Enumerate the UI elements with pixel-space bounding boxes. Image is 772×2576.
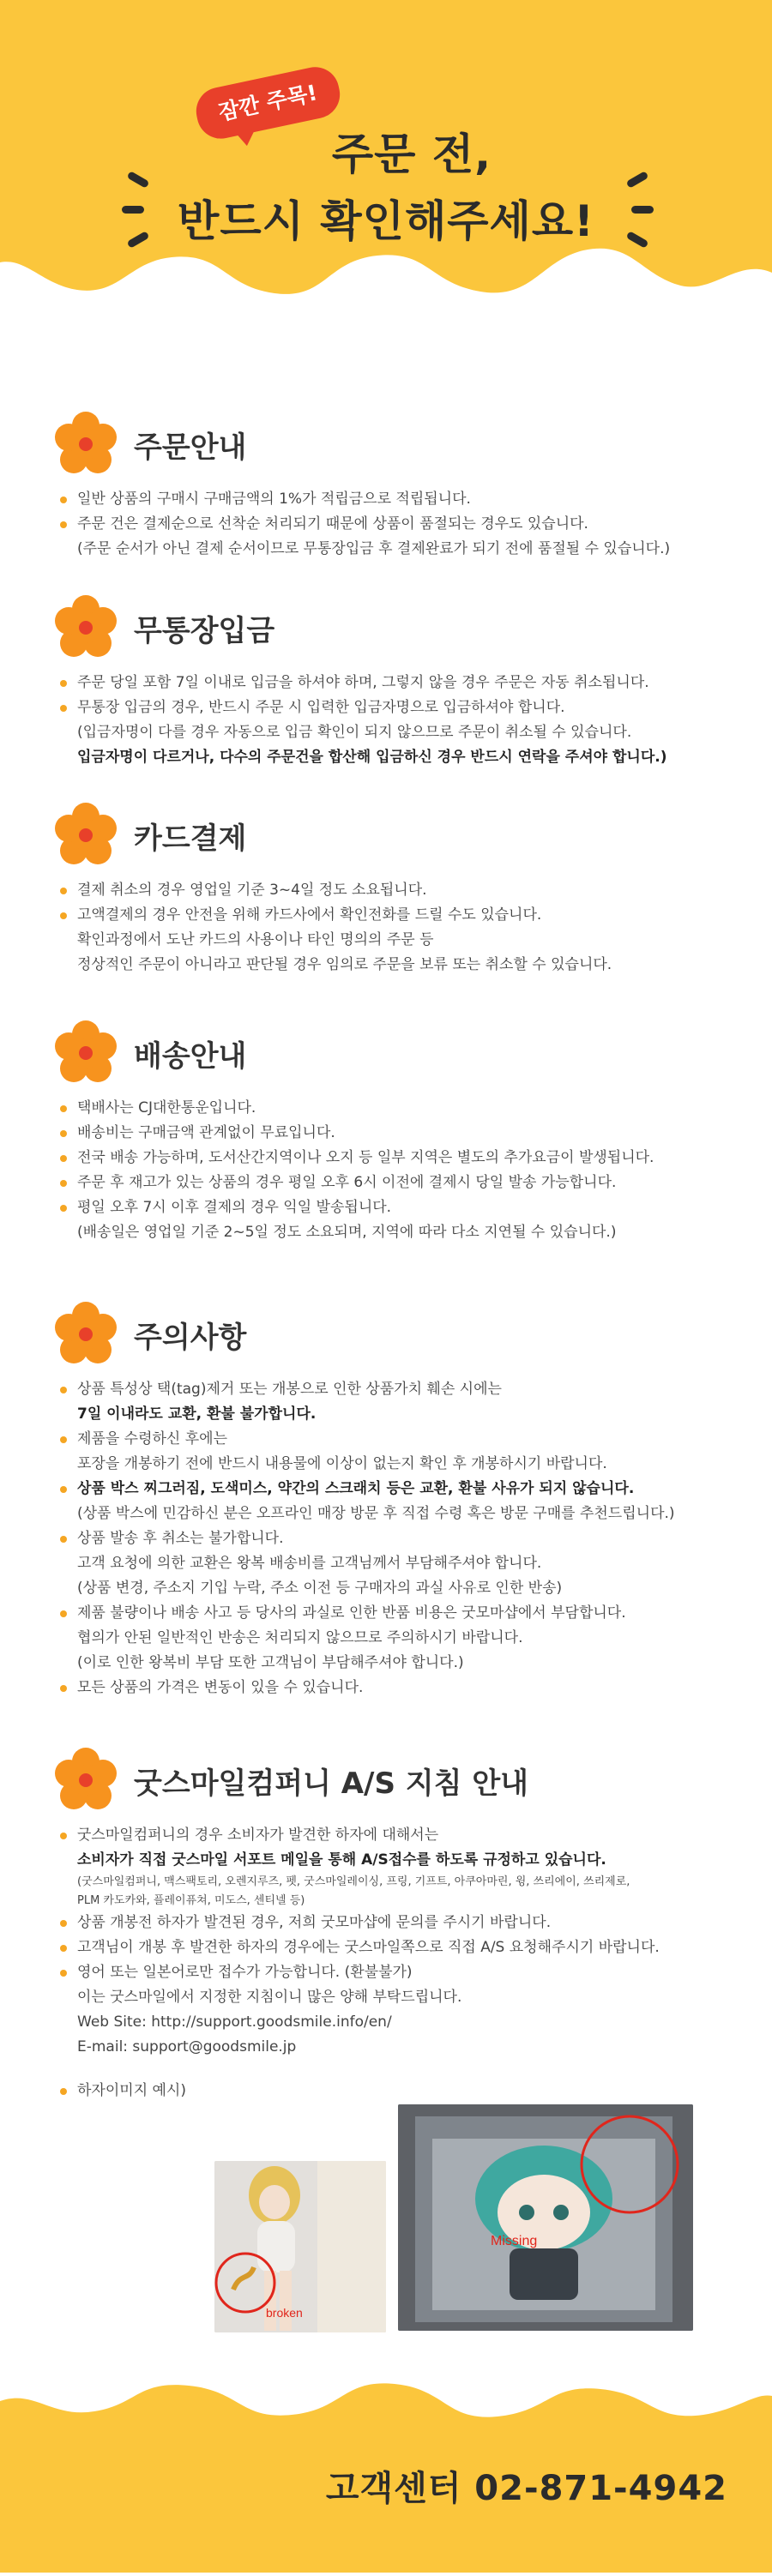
list-item: 이는 굿스마일에서 지정한 지침이니 많은 양해 부탁드립니다. (77, 1989, 462, 2006)
list-item: 7일 이내라도 교환, 환불 불가합니다. (77, 1405, 317, 1423)
list-item: (주문 순서가 아닌 결제 순서이므로 무통장입금 후 결제완료가 되기 전에 품절될 수 있습니다.) (77, 540, 671, 557)
list-item: 모든 상품의 가격은 변동이 있을 수 있습니다. (60, 1676, 738, 1700)
flower-icon (51, 1746, 120, 1815)
list-item: 주문 당일 포함 7일 이내로 입금을 하셔야 하며, 그렇지 않을 경우 주문은 자동 취소됩니다. (60, 671, 738, 695)
hero-banner (0, 0, 772, 326)
list-item: 전국 배송 가능하며, 도서산간지역이나 오지 등 일부 지역은 별도의 추가요금이 발생됩니다. (60, 1146, 738, 1171)
flower-icon (51, 801, 120, 870)
section-title: 카드결제 (134, 822, 247, 856)
list-item: 주문 후 재고가 있는 상품의 경우 평일 오후 6시 이전에 결제시 당일 발송 가능합니다. (60, 1171, 738, 1195)
list-item: 결제 취소의 경우 영업일 기준 3~4일 정도 소요됩니다. (60, 878, 738, 903)
list-item: 배송비는 구매금액 관계없이 무료입니다. (60, 1121, 738, 1146)
list-item: 일반 상품의 구매시 구매금액의 1%가 적립금으로 적립됩니다. (60, 487, 738, 512)
section-as (51, 1746, 738, 2104)
section-title: 주의사항 (134, 1321, 247, 1355)
list-item: E-mail: support@goodsmile.jp (77, 2038, 297, 2055)
left-accent-mark (122, 206, 144, 214)
hero-title-line1: 주문 전, (331, 129, 492, 179)
flower-icon (51, 1019, 120, 1087)
defect-photo-missing (398, 2104, 693, 2331)
section-order (51, 410, 738, 562)
flower-icon (51, 410, 120, 478)
list-item: 포장을 개봉하기 전에 반드시 내용물에 이상이 없는지 확인 후 개봉하시기 바랍니다. (77, 1455, 607, 1472)
section-deposit (51, 593, 738, 770)
missing-label: Missing (491, 2234, 538, 2248)
list-item: 고액결제의 경우 안전을 위해 카드사에서 확인전화를 드릴 수도 있습니다. (60, 903, 738, 928)
list-item: 정상적인 주문이 아니라고 판단될 경우 임의로 주문을 보류 또는 취소할 수 있습니다. (77, 956, 612, 973)
list-item: 무통장 입금의 경우, 반드시 주문 시 입력한 입금자명으로 입금하셔야 합니다. (60, 695, 738, 720)
section-shipping (51, 1019, 738, 1245)
flower-icon (51, 1300, 120, 1369)
list-item: 소비자가 직접 굿스마일 서포트 메일을 통해 A/S접수를 하도록 규정하고 있습니다. (77, 1851, 606, 1869)
list-item: 제품을 수령하신 후에는 (60, 1427, 738, 1452)
list-item: 상품 박스 찌그러짐, 도색미스, 약간의 스크래치 등은 교환, 환불 사유가 되지 않습니다. (60, 1477, 738, 1502)
list-item: 주문 건은 결제순으로 선착순 처리되기 때문에 상품이 품절되는 경우도 있습니다. (60, 512, 738, 537)
list-item: 협의가 안된 일반적인 반송은 처리되지 않으므로 주의하시기 바랍니다. (77, 1629, 523, 1646)
list-item: 상품 개봉전 하자가 발견된 경우, 저희 굿모마샵에 문의를 주시기 바랍니다. (60, 1911, 738, 1935)
list-item: 평일 오후 7시 이후 결제의 경우 익일 발송됩니다. (60, 1195, 738, 1220)
list-item: Web Site: http://support.goodsmile.info/en/ (77, 2013, 392, 2031)
list-item: 고객님이 개봉 후 발견한 하자의 경우에는 굿스마일쪽으로 직접 A/S 요청해주시기 바랍니다. (60, 1935, 738, 1960)
list-item: (입금자명이 다를 경우 자동으로 입금 확인이 되지 않으므로 주문이 취소될 수 있습니다. (77, 724, 632, 741)
defect-example-label: 하자이미지 예시) (60, 2079, 738, 2104)
list-item: 확인과정에서 도난 카드의 사용이나 타인 명의의 주문 등 (77, 931, 434, 948)
list-item: 택배사는 CJ대한통운입니다. (60, 1096, 738, 1121)
list-item: 상품 발송 후 취소는 불가합니다. (60, 1526, 738, 1551)
flower-icon (51, 593, 120, 662)
section-title: 배송안내 (134, 1039, 247, 1074)
broken-label: broken (266, 2306, 303, 2320)
hero-title-line2: 반드시 확인해주세요! (178, 196, 594, 246)
list-item: PLM 카도카와, 플레이퓨쳐, 미도스, 센티넬 등) (77, 1894, 305, 1907)
list-item: (굿스마일컴퍼니, 맥스팩토리, 오렌지루즈, 펫, 굿스마일레이싱, 프링, 기프트, 아쿠아마린, 윙, 쓰리에이, 쓰리제로, (77, 1875, 630, 1888)
list-item: 영어 또는 일본어로만 접수가 가능합니다. (환불불가) (60, 1960, 738, 1985)
section-title: 굿스마일컴퍼니 A/S 지침 안내 (134, 1766, 529, 1801)
list-item: 굿스마일컴퍼니의 경우 소비자가 발견한 하자에 대해서는 (60, 1823, 738, 1848)
section-title: 주문안내 (134, 430, 247, 465)
section-title: 무통장입금 (134, 614, 275, 648)
right-accent-mark (631, 206, 654, 214)
list-item: (상품 박스에 민감하신 분은 오프라인 매장 방문 후 직접 수령 혹은 방문 구매를 추천드립니다.) (77, 1505, 675, 1522)
defect-photo-broken (214, 2161, 386, 2332)
attention-badge: 잠깐 주목! (192, 63, 345, 143)
list-item: 입금자명이 다르거나, 다수의 주문건을 합산해 입금하신 경우 반드시 연락을 주셔야 합니다.) (77, 749, 667, 766)
list-item: (이로 인한 왕복비 부담 또한 고객님이 부담해주셔야 합니다.) (77, 1654, 464, 1671)
list-item: 고객 요청에 의한 교환은 왕복 배송비를 고객님께서 부담해주셔야 합니다. (77, 1555, 542, 1572)
customer-center-phone[interactable]: 고객센터 02-871-4942 (325, 2469, 727, 2508)
list-item: 제품 불량이나 배송 사고 등 당사의 과실로 인한 반품 비용은 굿모마샵에서 부담합니다. (60, 1601, 738, 1626)
section-caution (51, 1300, 738, 1700)
list-item: (상품 변경, 주소지 기입 누락, 주소 이전 등 구매자의 과실 사유로 인한 반송) (77, 1580, 563, 1597)
list-item: 상품 특성상 택(tag)제거 또는 개봉으로 인한 상품가치 훼손 시에는 (60, 1377, 738, 1402)
list-item: (배송일은 영업일 기준 2~5일 정도 소요되며, 지역에 따라 다소 지연될 수 있습니다.) (77, 1224, 617, 1241)
section-card (51, 801, 738, 978)
